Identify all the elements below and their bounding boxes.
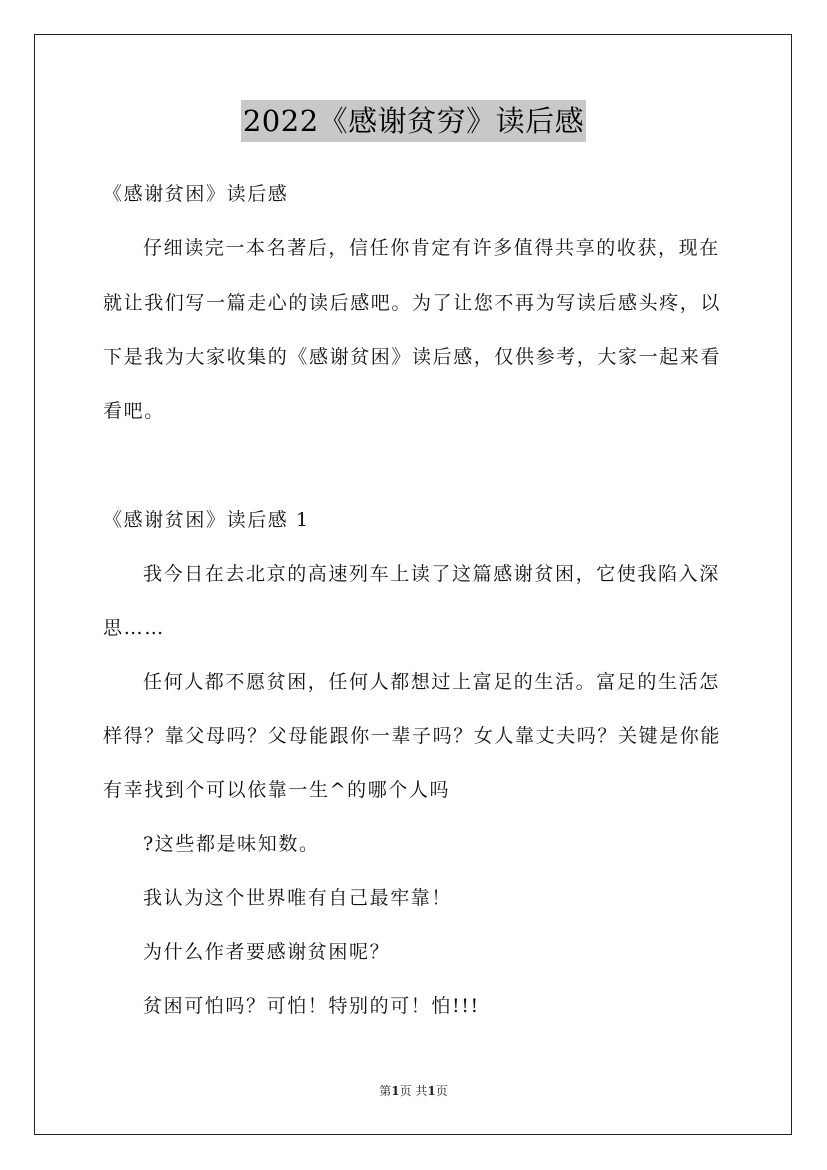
paragraph-line: 贫困可怕吗？可怕！特别的可！怕!!! xyxy=(143,995,480,1017)
paragraph-line: 就让我们写一篇走心的读后感吧。为了让您不再为写读后感头疼，以 xyxy=(103,292,722,314)
title-container xyxy=(0,100,827,142)
footer-page-total: 1 xyxy=(427,1084,436,1098)
footer-page-suffix: 页 xyxy=(435,1084,448,1098)
paragraph-line: 我认为这个世界唯有自己最牢靠！ xyxy=(143,887,453,909)
paragraph-line: 样得？靠父母吗？父母能跟你一辈子吗？女人靠丈夫吗？关键是你能 xyxy=(103,725,722,747)
footer-page-mid: 页 共 xyxy=(399,1084,428,1098)
document-title: 2022《感谢贫穷》读后感 xyxy=(241,100,586,142)
footer-page-prefix: 第 xyxy=(379,1084,392,1098)
paragraph-line: 思…… xyxy=(103,617,165,639)
paragraph-line: 下是我为大家收集的《感谢贫困》读后感，仅供参考，大家一起来看 xyxy=(103,346,722,368)
page-footer xyxy=(0,1082,827,1099)
paragraph-line: 任何人都不愿贫困，任何人都想过上富足的生活。富足的生活怎 xyxy=(143,671,720,693)
section-heading: 《感谢贫困》读后感 xyxy=(103,183,289,205)
paragraph-line: 为什么作者要感谢贫困呢？ xyxy=(143,941,391,963)
footer-page-current: 1 xyxy=(391,1084,400,1098)
paragraph-line: 我今日在去北京的高速列车上读了这篇感谢贫困，它使我陷入深 xyxy=(143,563,720,585)
paragraph-line: ?这些都是味知数。 xyxy=(143,833,320,855)
paragraph-line: 仔细读完一本名著后，信任你肯定有许多值得共享的收获，现在 xyxy=(143,237,720,259)
paragraph-line: 看吧。 xyxy=(103,400,165,422)
section-heading: 《感谢贫困》读后感 1 xyxy=(103,509,310,531)
paragraph-line: 有幸找到个可以依靠一生^的哪个人吗 xyxy=(103,779,451,801)
